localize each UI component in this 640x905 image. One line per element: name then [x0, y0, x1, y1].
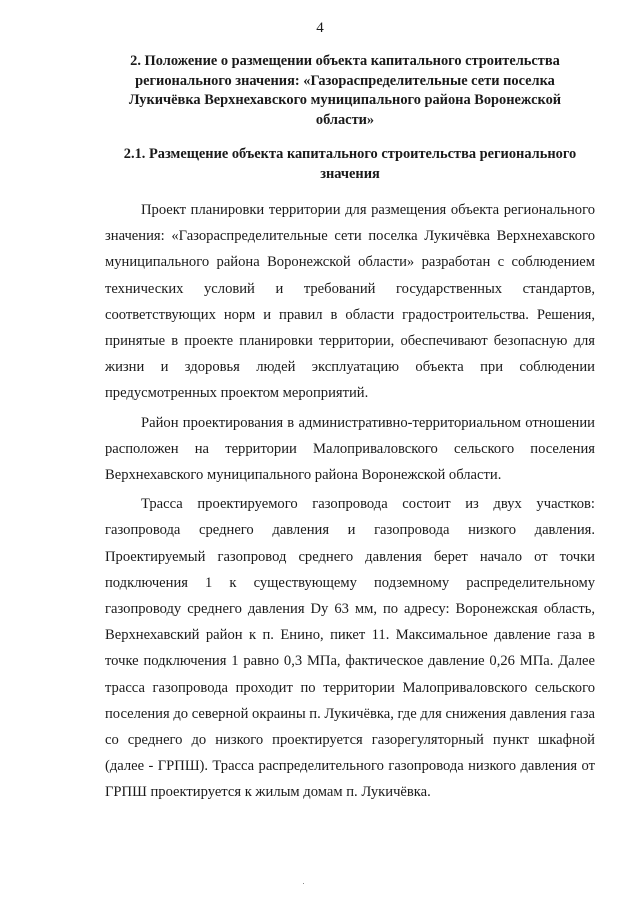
subsection-title: 2.1. Размещение объекта капитального строительства регионального значения — [123, 146, 577, 182]
paragraph-project-description: Проект планировки территории для размещения объекта регионального значения: «Газораспределительные сети поселка Лукичёвка Верхнехавского муниципального района Воронежской области» разработан с соблюдением технических условий и требований государственных стандартов, соответствующих норм и правил в области градостроительства. Решения, принятые в проекте планировки территории, обеспечивают безопасную для жизни и здоровья людей эксплуатацию объекта при соблюдении предусмотренных проектом мероприятий. — [105, 202, 595, 402]
paragraph-gas-pipeline-route: Трасса проектируемого газопровода состоит из двух участков: газопровода среднего давления и газопровода низкого давления. Проектируемый газопровод среднего давления берет начало от точки подключения 1 к существующему подземному распределительному газопроводу среднего давления Dy 63 мм, по адресу: Воронежская область, Верхнехавский район к п. Енино, пикет 11. Максимальное давление газа в точке подключения 1 равно 0,3 МПа, фактическое давление 0,26 МПа. Далее трасса газопровода проходит по территории Малоприваловского сельского поселения до северной окраины п. Лукичёвка, где для снижения давления газа со среднего до низкого проектируется газорегуляторный пункт шкафной (далее - ГРПШ). Трасса распределительного газопровода низкого давления от ГРПШ проектируется к жилым домам п. Лукичёвка. — [105, 496, 595, 801]
paragraph-design-area: Район проектирования в административно-территориальном отношении расположен на территории Малоприваловского сельского поселения Верхнехавского муниципального района Воронежской области. — [105, 414, 595, 484]
page-number: 4 — [316, 20, 324, 36]
section-title: 2. Положение о размещении объекта капитального строительства регионального значения: «Газораспределительные сети поселка Лукичёвка Верхнехавского муниципального района Воронежской области» — [128, 53, 562, 128]
document-body — [105, 197, 595, 809]
scan-artifact-dot — [303, 883, 304, 884]
